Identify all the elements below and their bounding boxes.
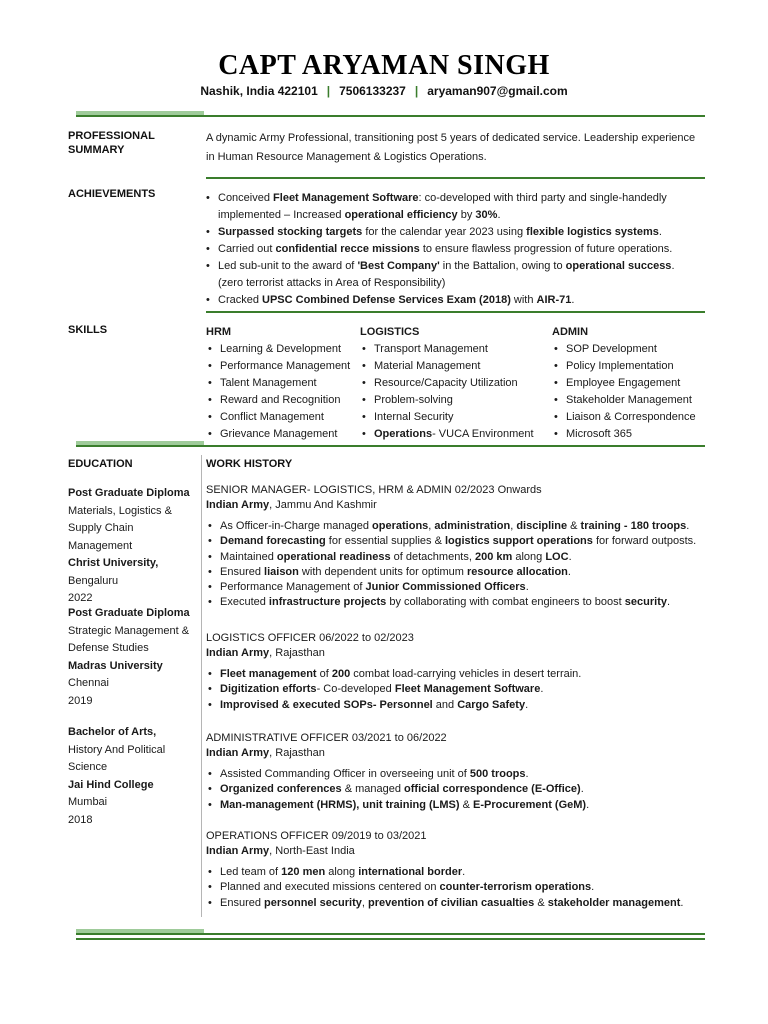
education-city: Chennai: [68, 677, 109, 689]
bold-text: resource allocation: [467, 565, 568, 578]
skill-item: [360, 392, 550, 409]
bold-text: Junior Commissioned Officers: [365, 581, 526, 594]
bold-text: official correspondence (E-Office): [404, 783, 581, 796]
text-run: Material Management: [374, 360, 481, 372]
job-title: OPERATIONS OFFICER: [206, 830, 329, 842]
education-year: 2019: [68, 694, 93, 707]
skill-item: [206, 341, 356, 358]
job-org-line: [206, 746, 706, 761]
skill-item: [360, 426, 550, 443]
text-run: .: [591, 881, 595, 894]
skills-divider: [76, 445, 705, 447]
text-run: by collaborating with combat engineers to boost: [386, 596, 625, 609]
job-title-line: [206, 731, 706, 746]
text-run: .: [568, 550, 572, 563]
bold-text: Operations: [374, 428, 433, 440]
job-location: , Rajasthan: [269, 647, 325, 659]
text-run: : co-developed with third party and single-handedly implemented – Increased: [218, 192, 667, 221]
text-run: along: [512, 550, 546, 563]
text-run: .: [658, 226, 662, 238]
contact-location: Nashik, India 422101: [200, 84, 318, 98]
column-separator: [201, 455, 202, 917]
job-org-line: [206, 498, 706, 513]
summary-divider: [206, 177, 705, 179]
bold-text: Cargo Safety: [457, 698, 526, 711]
bold-text: E-Procurement (GeM): [473, 798, 587, 811]
job-bullet: [206, 550, 706, 565]
contact-separator: |: [414, 84, 419, 98]
text-run: Conflict Management: [220, 411, 324, 423]
text-run: Performance Management of: [220, 581, 366, 594]
achievement-item: [204, 241, 684, 258]
text-run: .: [680, 896, 684, 909]
bold-text: security: [624, 596, 667, 609]
text-run: .: [571, 294, 575, 306]
job-entry: [206, 829, 706, 911]
text-run: Planned and executed missions centered on: [220, 881, 440, 894]
text-run: .: [462, 866, 466, 878]
text-run: Talent Management: [220, 377, 317, 389]
job-title: ADMINISTRATIVE OFFICER: [206, 732, 349, 744]
text-run: Problem-solving: [374, 394, 453, 406]
bold-text: 120 men: [281, 866, 326, 878]
summary-label: PROFESSIONAL SUMMARY: [68, 130, 155, 156]
education-degree: Post Graduate Diploma: [68, 607, 190, 619]
text-run: Carried out: [218, 243, 276, 255]
job-bullet: [206, 698, 706, 713]
bold-text: Fleet management: [220, 668, 317, 680]
job-bullet: [206, 896, 706, 911]
skill-item: [552, 426, 712, 443]
text-run: .: [666, 596, 671, 609]
job-title-line: [206, 483, 706, 498]
bold-text: discipline: [516, 520, 568, 532]
text-run: Led team of: [220, 866, 282, 878]
text-run: of: [316, 668, 332, 680]
job-bullet: [206, 580, 706, 595]
bold-text: UPSC Combined Defense Services Exam (2018): [262, 294, 511, 306]
text-run: . (zero terrorist attacks in Area of Responsibility): [218, 260, 675, 289]
bold-text: 30%: [475, 209, 498, 221]
job-bullet: [206, 565, 706, 580]
education-school: Madras University: [68, 659, 163, 672]
header-divider: [76, 115, 705, 117]
job-entry: [206, 731, 706, 813]
job-bullet: [206, 667, 706, 682]
bold-text: Fleet Management Software: [273, 192, 419, 204]
summary-text: A dynamic Army Professional, transitioning post 5 years of dedicated service. Leadership experience in Human Resource Management & Logistics Operations.: [206, 132, 696, 163]
text-run: to ensure flawless progression of future operations.: [419, 243, 673, 255]
skill-item: [206, 409, 356, 426]
text-run: Executed: [220, 596, 269, 609]
skills-list: [206, 341, 356, 443]
text-run: .: [580, 783, 584, 796]
job-title: LOGISTICS OFFICER: [206, 632, 317, 644]
text-run: Performance Management: [220, 360, 351, 372]
job-location: , North-East India: [269, 845, 355, 857]
skill-item: [552, 409, 712, 426]
bold-text: confidential recce missions: [275, 243, 420, 255]
job-bullet: [206, 534, 706, 549]
job-org: Indian Army: [206, 499, 270, 511]
text-run: with dependent units for optimum: [298, 565, 468, 578]
education-year: 2022: [68, 592, 93, 604]
text-run: Reward and Recognition: [220, 394, 341, 406]
education-degree: Bachelor of Arts,: [68, 726, 157, 738]
achievement-item: [204, 190, 684, 224]
skills-column-admin: [552, 325, 712, 443]
text-run: Cracked: [218, 294, 263, 306]
bold-text: Improvised & executed SOPs- Personnel: [220, 698, 433, 711]
education-field: History And Political Science: [68, 743, 166, 773]
job-location: , Rajasthan: [269, 747, 325, 759]
bold-text: liaison: [264, 565, 299, 578]
skills-column-hrm: [206, 325, 356, 443]
bold-text: administration: [434, 520, 511, 532]
skill-item: [360, 409, 550, 426]
skill-item: [360, 341, 550, 358]
text-run: .: [686, 520, 690, 532]
bold-text: 200: [331, 668, 351, 680]
text-run: SOP Development: [566, 343, 657, 355]
bold-text: Demand forecasting: [220, 535, 326, 548]
education-city: Bengaluru: [68, 574, 119, 587]
bold-text: infrastructure projects: [268, 596, 387, 609]
skill-item: [206, 392, 356, 409]
job-dates: 09/2019 to 03/2021: [328, 830, 427, 842]
text-run: .: [586, 798, 590, 811]
text-run: along: [325, 866, 359, 878]
job-bullet: [206, 595, 706, 610]
skills-list: [552, 341, 712, 443]
text-run: .: [525, 581, 529, 594]
job-bullet: [206, 782, 706, 797]
text-run: &: [534, 896, 548, 909]
education-entry: [68, 724, 198, 829]
bold-text: operational success: [565, 260, 672, 272]
skill-item: [360, 358, 550, 375]
skills-heading: LOGISTICS: [360, 326, 420, 338]
text-run: & managed: [341, 783, 405, 796]
contact-email[interactable]: aryaman907@gmail.com: [427, 84, 568, 98]
job-bullet: [206, 767, 706, 782]
text-run: &: [459, 798, 473, 811]
text-run: ,: [510, 520, 517, 532]
education-field: Materials, Logistics & Supply Chain Management: [68, 504, 172, 552]
text-run: ,: [428, 520, 435, 532]
text-run: in the Battalion, owing to: [439, 260, 566, 272]
bold-text: AIR-71: [536, 294, 572, 306]
education-school: Jai Hind College: [68, 778, 154, 791]
skills-list: [360, 341, 550, 443]
bold-text: 200 km: [474, 550, 513, 563]
job-bullets: [206, 865, 706, 911]
skills-column-logistics: [360, 325, 550, 443]
skill-item: [552, 358, 712, 375]
job-org-line: [206, 646, 706, 661]
text-run: Conceived: [218, 192, 274, 204]
bold-text: Organized conferences: [220, 783, 342, 796]
text-run: Employee Engagement: [566, 377, 681, 389]
text-run: ,: [361, 896, 368, 909]
candidate-name: CAPT ARYAMAN SINGH: [218, 50, 550, 81]
text-run: Ensured: [220, 565, 265, 578]
bold-text: Man-management (HRMS), unit training (LMS): [220, 798, 460, 811]
bold-text: flexible logistics systems: [526, 226, 659, 238]
text-run: and: [432, 698, 458, 711]
text-run: for the calendar year 2023 using: [362, 226, 527, 238]
contact-separator: |: [326, 84, 331, 98]
text-run: &: [567, 520, 581, 532]
bold-text: Surpassed stocking targets: [218, 226, 363, 238]
text-run: Ensured: [220, 896, 265, 909]
job-org: Indian Army: [206, 845, 270, 857]
bold-text: operational readiness: [276, 550, 391, 563]
bold-text: stakeholder management: [547, 896, 681, 909]
contact-phone: 7506133237: [339, 84, 406, 98]
text-run: Assisted Commanding Officer in overseeing unit of: [220, 768, 470, 780]
text-run: of detachments,: [390, 550, 475, 563]
text-run: - Co-developed: [316, 683, 395, 696]
job-dates: 03/2021 to 06/2022: [348, 732, 447, 744]
job-entry: [206, 483, 706, 611]
job-title: SENIOR MANAGER- LOGISTICS, HRM & ADMIN: [206, 484, 452, 496]
job-title-line: [206, 631, 706, 646]
footer-divider: [76, 933, 705, 935]
skill-item: [552, 341, 712, 358]
bold-text: 'Best Company': [357, 260, 440, 272]
education-label: EDUCATION: [68, 458, 133, 470]
text-run: Transport Management: [374, 343, 488, 355]
bold-text: international border: [358, 866, 463, 878]
bold-text: prevention of civilian casualties: [367, 896, 535, 909]
text-run: Stakeholder Management: [566, 394, 692, 406]
job-title-line: [206, 829, 706, 844]
job-bullet: [206, 798, 706, 813]
bold-text: logistics support operations: [444, 535, 593, 548]
education-entry: [68, 485, 198, 608]
job-dates: 06/2022 to 02/2023: [316, 632, 414, 644]
bold-text: operations: [372, 520, 429, 532]
footer-divider: [76, 938, 705, 940]
skills-heading: ADMIN: [552, 326, 589, 338]
achievements-label: ACHIEVEMENTS: [68, 188, 156, 200]
skill-item: [206, 375, 356, 392]
skill-item: [552, 375, 712, 392]
job-org: Indian Army: [206, 647, 270, 659]
education-field: Strategic Management & Defense Studies: [68, 624, 190, 654]
skills-heading: HRM: [206, 326, 232, 338]
job-org-line: [206, 844, 706, 859]
education-city: Mumbai: [68, 796, 108, 808]
job-bullet: [206, 865, 706, 880]
text-run: .: [540, 683, 544, 696]
job-location: , Jammu And Kashmir: [269, 499, 377, 511]
bold-text: LOC: [545, 550, 569, 563]
skill-item: [206, 358, 356, 375]
bold-text: Digitization efforts: [220, 683, 317, 696]
bold-text: counter-terrorism operations: [439, 881, 592, 894]
text-run: Grievance Management: [220, 428, 338, 440]
text-run: .: [497, 209, 501, 221]
job-bullet: [206, 519, 706, 534]
text-run: .: [525, 768, 529, 780]
contact-line: [0, 84, 768, 98]
text-run: .: [525, 698, 529, 711]
text-run: with: [510, 294, 537, 306]
bold-text: 500 troops: [469, 768, 526, 780]
bold-text: Fleet Management Software: [394, 683, 541, 696]
skill-item: [552, 392, 712, 409]
text-run: Learning & Development: [220, 343, 342, 355]
job-bullets: [206, 767, 706, 813]
text-run: Maintained: [220, 550, 277, 563]
job-bullet: [206, 880, 706, 895]
job-dates: 02/2023 Onwards: [451, 484, 542, 496]
education-entry: [68, 605, 198, 710]
achievement-item: [204, 292, 684, 309]
education-school: Christ University,: [68, 557, 159, 569]
skill-item: [206, 426, 356, 443]
bold-text: operational efficiency: [344, 209, 458, 221]
text-run: - VUCA Environment: [432, 428, 534, 440]
job-bullets: [206, 667, 706, 713]
text-run: .: [567, 565, 571, 578]
education-degree: Post Graduate Diploma: [68, 487, 190, 499]
education-year: 2018: [68, 813, 93, 826]
achievement-item: [204, 258, 684, 292]
text-run: for forward outposts.: [592, 535, 697, 548]
skills-label: SKILLS: [68, 324, 108, 336]
text-run: combat load-carrying vehicles in desert terrain.: [350, 668, 582, 680]
text-run: by: [457, 209, 476, 221]
job-bullets: [206, 519, 706, 611]
work-history-label: WORK HISTORY: [206, 458, 293, 470]
text-run: As Officer-in-Charge managed: [220, 520, 373, 532]
job-bullet: [206, 682, 706, 697]
achievements-list: [204, 190, 684, 309]
text-run: Internal Security: [374, 411, 454, 423]
bold-text: training - 180 troops: [580, 520, 687, 532]
achievements-divider: [206, 311, 705, 313]
achievement-item: [204, 224, 684, 241]
job-entry: [206, 631, 706, 713]
bold-text: personnel security: [264, 896, 362, 909]
text-run: Liaison & Correspondence: [566, 411, 696, 423]
job-org: Indian Army: [206, 747, 270, 759]
skill-item: [360, 375, 550, 392]
text-run: Microsoft 365: [566, 428, 633, 440]
text-run: Policy Implementation: [566, 360, 674, 372]
text-run: Resource/Capacity Utilization: [374, 377, 518, 389]
text-run: for essential supplies &: [325, 535, 445, 548]
text-run: Led sub-unit to the award of: [218, 260, 358, 272]
